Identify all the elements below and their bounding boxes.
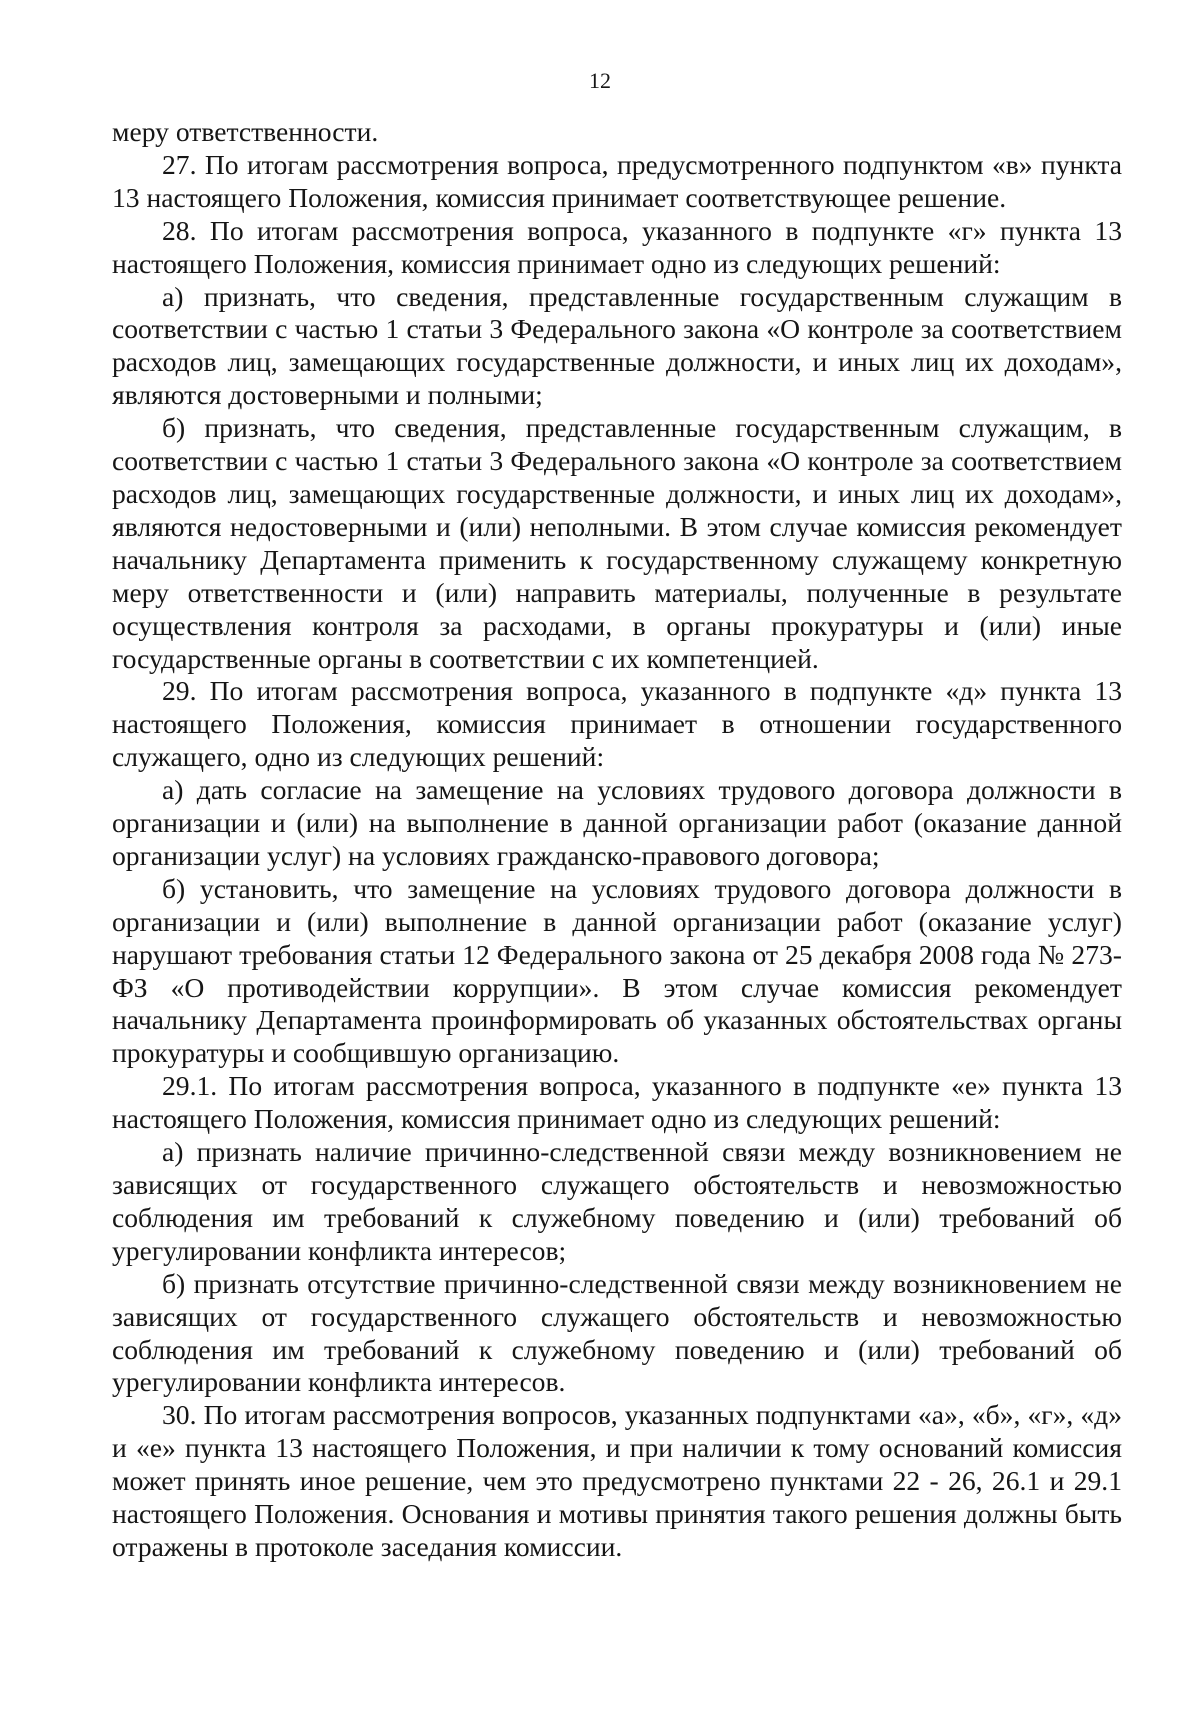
paragraph-29-1-a: а) признать наличие причинно-следственной связи между возникновением не зависящих от государственного служащего обстоятельств и невозможностью соблюдения им требований к служебному поведению и (или) требований об урегулировании конфликта интересов; — [112, 1136, 1122, 1266]
page-number: 12 — [589, 68, 611, 93]
paragraph-29-a: а) дать согласие на замещение на условиях трудового договора должности в организации и (или) на выполнение в данной организации работ (оказание данной организации услуг) на условиях гражданско-правового договора; — [112, 774, 1122, 871]
document-body — [112, 116, 1122, 1564]
paragraph-29: 29. По итогам рассмотрения вопроса, указанного в подпункте «д» пункта 13 настоящего Положения, комиссия принимает в отношении государственного служащего, одно из следующих решений: — [112, 675, 1122, 773]
paragraph-continuation: меру ответственности. — [112, 116, 379, 147]
paragraph-28-b: б) признать, что сведения, представленные государственным служащим, в соответствии с частью 1 статьи 3 Федерального закона «О контроле за соответствием расходов лиц, замещающих государственные должности, и иных лиц их доходам», являются недостоверными и (или) неполными. В этом случае комиссия рекомендует начальнику Департамента применить к государственному служащему конкретную меру ответственности и (или) направить материалы, полученные в результате осуществления контроля за расходами, в органы прокуратуры и (или) иные государственные органы в соответствии с их компетенцией. — [112, 412, 1122, 674]
paragraph-29-1: 29.1. По итогам рассмотрения вопроса, указанного в подпункте «е» пункта 13 настоящего Положения, комиссия принимает одно из следующих решений: — [112, 1070, 1122, 1135]
paragraph-27: 27. По итогам рассмотрения вопроса, предусмотренного подпунктом «в» пункта 13 настоящего Положения, комиссия принимает соответствующее решение. — [112, 148, 1122, 213]
paragraph-30: 30. По итогам рассмотрения вопросов, указанных подпунктами «а», «б», «г», «д» и «е» пункта 13 настоящего Положения, и при наличии к тому оснований комиссия может принять иное решение, чем это предусмотрено пунктами 22 - 26, 26.1 и 29.1 настоящего Положения. Основания и мотивы принятия такого решения должны быть отражены в протоколе заседания комиссии. — [112, 1399, 1122, 1562]
paragraph-28-a: а) признать, что сведения, представленные государственным служащим в соответствии с частью 1 статьи 3 Федерального закона «О контроле за соответствием расходов лиц, замещающих государственные должности, и иных лиц их доходам», являются достоверными и полными; — [112, 280, 1122, 411]
paragraph-29-b: б) установить, что замещение на условиях трудового договора должности в организации и (или) выполнение в данной организации работ (оказание услуг) нарушают требования статьи 12 Федерального закона от 25 декабря 2008 года № 273-ФЗ «О противодействии коррупции». В этом случае комиссия рекомендует начальнику Департамента проинформировать об указанных обстоятельствах органы прокуратуры и сообщившую организацию. — [112, 872, 1122, 1069]
paragraph-29-1-b: б) признать отсутствие причинно-следственной связи между возникновением не зависящих от государственного служащего обстоятельств и невозможностью соблюдения им требований к служебному поведению и (или) требований об урегулировании конфликта интересов. — [112, 1267, 1122, 1398]
paragraph-28: 28. По итогам рассмотрения вопроса, указанного в подпункте «г» пункта 13 настоящего Положения, комиссия принимает одно из следующих решений: — [112, 214, 1122, 279]
